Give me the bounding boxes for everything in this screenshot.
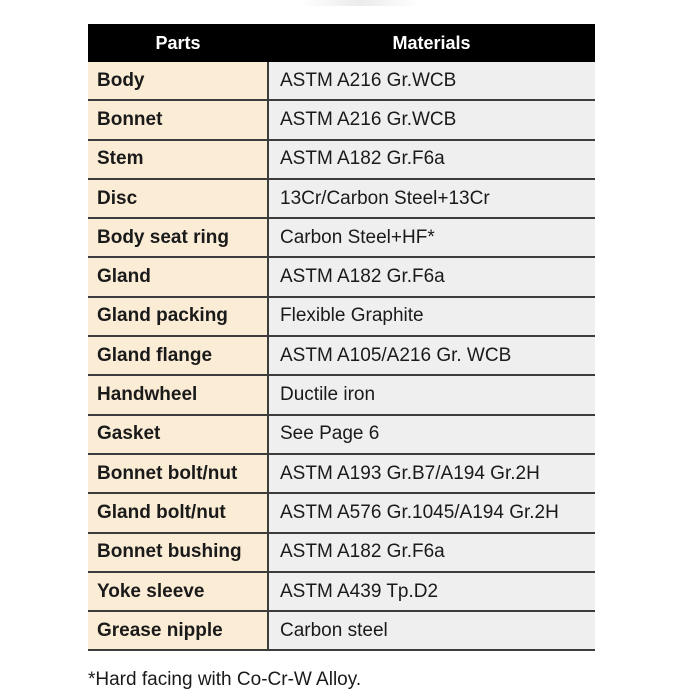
table-row [88, 415, 595, 454]
material-cell: ASTM A439 Tp.D2 [268, 572, 595, 611]
cropped-text-fragment [300, 0, 420, 6]
part-cell: Gland packing [88, 297, 268, 336]
table-row [88, 257, 595, 296]
material-cell: 13Cr/Carbon Steel+13Cr [268, 179, 595, 218]
part-cell: Bonnet [88, 100, 268, 139]
material-cell: ASTM A105/A216 Gr. WCB [268, 336, 595, 375]
part-cell: Body seat ring [88, 218, 268, 257]
material-cell: See Page 6 [268, 415, 595, 454]
header-parts: Parts [88, 24, 268, 62]
table-row [88, 297, 595, 336]
table-row [88, 533, 595, 572]
materials-table [88, 24, 595, 651]
table-row [88, 493, 595, 532]
table-row [88, 179, 595, 218]
part-cell: Body [88, 62, 268, 100]
material-cell: ASTM A182 Gr.F6a [268, 533, 595, 572]
table-row [88, 100, 595, 139]
material-cell: ASTM A216 Gr.WCB [268, 62, 595, 100]
cropped-text-fragment [88, 694, 588, 700]
table-row [88, 140, 595, 179]
part-cell: Gland bolt/nut [88, 493, 268, 532]
material-cell: Carbon Steel+HF* [268, 218, 595, 257]
part-cell: Gland flange [88, 336, 268, 375]
part-cell: Handwheel [88, 375, 268, 414]
table-row [88, 375, 595, 414]
part-cell: Disc [88, 179, 268, 218]
material-cell: Ductile iron [268, 375, 595, 414]
material-cell: Flexible Graphite [268, 297, 595, 336]
material-cell: ASTM A182 Gr.F6a [268, 140, 595, 179]
part-cell: Yoke sleeve [88, 572, 268, 611]
material-cell: Carbon steel [268, 611, 595, 650]
header-materials: Materials [268, 24, 595, 62]
table-header-row [88, 24, 595, 62]
part-cell: Gasket [88, 415, 268, 454]
table-row [88, 454, 595, 493]
table-row [88, 611, 595, 650]
part-cell: Grease nipple [88, 611, 268, 650]
material-cell: ASTM A576 Gr.1045/A194 Gr.2H [268, 493, 595, 532]
table-row [88, 218, 595, 257]
material-cell: ASTM A193 Gr.B7/A194 Gr.2H [268, 454, 595, 493]
table-row [88, 572, 595, 611]
part-cell: Gland [88, 257, 268, 296]
material-cell: ASTM A216 Gr.WCB [268, 100, 595, 139]
part-cell: Bonnet bolt/nut [88, 454, 268, 493]
table-row [88, 62, 595, 100]
table-row [88, 336, 595, 375]
part-cell: Bonnet bushing [88, 533, 268, 572]
footnote: *Hard facing with Co-Cr-W Alloy. [88, 669, 362, 690]
material-cell: ASTM A182 Gr.F6a [268, 257, 595, 296]
part-cell: Stem [88, 140, 268, 179]
